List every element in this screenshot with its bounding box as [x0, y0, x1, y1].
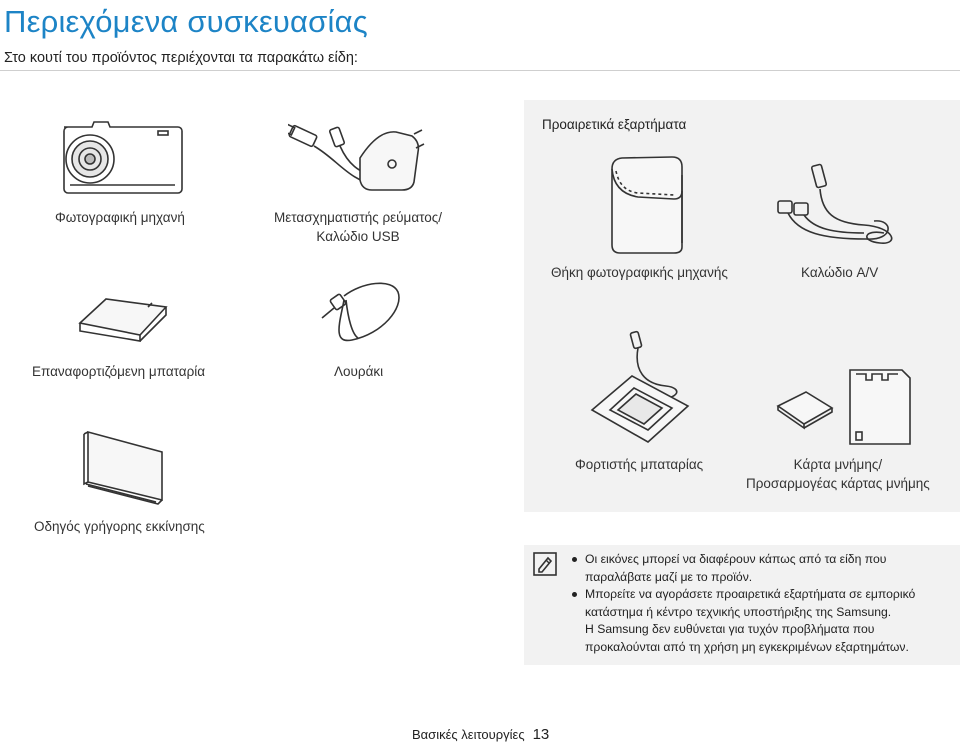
adapter-caption: [274, 208, 442, 246]
memory-card-caption-line1: Κάρτα μνήμης/: [793, 457, 883, 472]
note-line: κατάστημα ή κέντρο τεχνικής υποστήριξης της Samsung.: [585, 604, 892, 619]
camera-caption: Φωτογραφική μηχανή: [55, 210, 185, 225]
memory-card-caption-line2: Προσαρμογέας κάρτας μνήμης: [746, 476, 930, 491]
notes-list: [570, 551, 955, 656]
strap-caption: Λουράκι: [334, 364, 384, 379]
av-cable-caption: Καλώδιο A/V: [801, 265, 879, 280]
title-divider: [0, 70, 960, 71]
note-line: Μπορείτε να αγοράσετε προαιρετικά εξαρτήματα σε εμπορικό: [585, 587, 916, 601]
footer-section: Βασικές λειτουργίες: [412, 727, 525, 742]
battery-illustration: [76, 295, 171, 345]
page-subtitle: Στο κουτί του προϊόντος περιέχονται τα παρακάτω είδη:: [4, 50, 358, 66]
camera-case-caption: Θήκη φωτογραφικής μηχανής: [551, 265, 728, 280]
page-number: 13: [532, 726, 550, 743]
note-icon: [533, 552, 557, 576]
note-line: παραλάβατε μαζί με το προϊόν.: [585, 569, 753, 584]
adapter-usb-illustration: [288, 120, 438, 200]
adapter-caption-line1: Μετασχηματιστής ρεύματος/: [274, 210, 443, 225]
battery-charger-caption: Φορτιστής μπαταρίας: [575, 457, 704, 472]
note-line: προκαλούνται από τη χρήση μη εγκεκριμένων εξαρτημάτων.: [585, 639, 909, 654]
av-cable-illustration: [774, 163, 909, 253]
camera-case-illustration: [604, 155, 688, 255]
quick-start-guide-illustration: [80, 428, 170, 508]
camera-illustration: [60, 117, 185, 197]
battery-charger-illustration: [588, 330, 693, 445]
quick-start-guide-caption: Οδηγός γρήγορης εκκίνησης: [34, 519, 205, 534]
note-item: [570, 586, 955, 656]
optional-accessories-heading: Προαιρετικά εξαρτήματα: [542, 117, 687, 132]
memory-card-caption: [746, 455, 930, 493]
optional-accessories-panel: [524, 100, 960, 512]
note-line: Οι εικόνες μπορεί να διαφέρουν κάπως από τα είδη που: [585, 552, 887, 566]
memory-card-illustration: [776, 368, 916, 448]
battery-caption: Επαναφορτιζόμενη μπαταρία: [32, 364, 206, 379]
page-footer: [412, 726, 549, 743]
adapter-caption-line2: Καλώδιο USB: [316, 229, 400, 244]
note-line: Η Samsung δεν ευθύνεται για τυχόν προβλήματα που: [585, 622, 875, 636]
page-title: Περιεχόμενα συσκευασίας: [4, 4, 368, 39]
note-item: [570, 551, 955, 586]
strap-illustration: [312, 278, 412, 358]
